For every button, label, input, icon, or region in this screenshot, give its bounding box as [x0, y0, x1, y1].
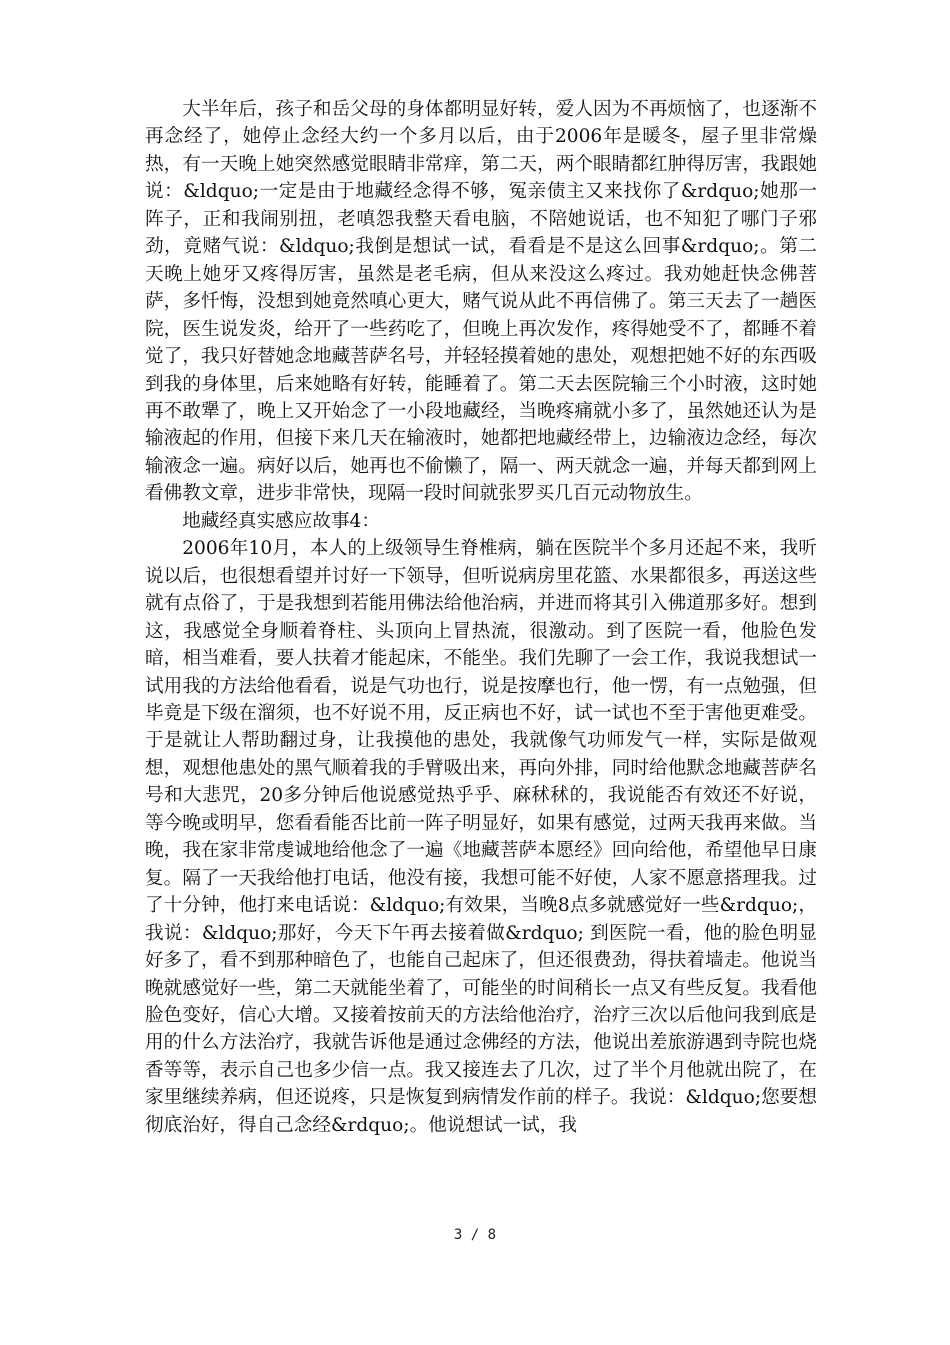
section-heading: 地藏经真实感应故事4： — [182, 510, 380, 532]
paragraph-2: 2006年10月，本人的上级领导生脊椎病，躺在医院半个多月还起不来，我听说以后，也很想看望并讨好一下领导，但听说病房里花篮、水果都很多，再送这些就有点俗了，于是我想到若能用佛法给他治病，并进而将其引入佛道那多好。想到这，我感觉全身顺着脊柱、头顶向上冒热流，很激动。到了医院一看，他脸色发暗，相当难看，要人扶着才能起床，不能坐。我们先聊了一会工作，我说我想试一试用我的方法给他看看，说是气功也行，说是按摩也行，他一愣，有一点勉强，但毕竟是下级在溜须，也不好说不用，反正病也不好，试一试也不至于害他更难受。于是就让人帮助翻过身，让我摸他的患处，我就像气功师发气一样，实际是做观想，观想他患处的黑气顺着我的手臂吸出来，再向外排，同时给他默念地藏菩萨名号和大悲咒，20多分钟后他说感觉热乎乎、麻秫秫的，我说能否有效还不好说，等今晚或明早，您看看能否比前一阵子明显好，如果有感觉，过两天我再来做。当晚，我在家非常虔诚地给他念了一遍《地藏菩萨本愿经》回向给他，希望他早日康复。隔了一天我给他打电话，他没有接，我想可能不好使，人家不愿意搭理我。过了十分钟，他打来电话说：&ldquo;有效果，当晚8点多就感觉好一些&rdquo;，我说：&ldquo;那好，今天下午再去接着做&rdquo; 到医院一看，他的脸色明显好多了，看不到那种暗色了，也能自己起床了，但还很费劲，得扶着墙走。他说当晚就感觉好一些，第二天就能坐着了，可能坐的时间稍长一点又有些反复。我看他脸色变好，信心大增。又接着按前天的方法给他治疗，治疗三次以后他问我到底是用的什么方法治疗，我就告诉他是通过念佛经的方法，他说出差旅游遇到寺院也烧香等等，表示自己也多少信一点。我又接连去了几次，过了半个月他就出院了，在家里继续养病，但还说疼，只是恢复到病情发作前的样子。我说：&ldquo;您要想彻底治好，得自己念经&rdquo;。他说想试一试，我 — [145, 538, 817, 1136]
document-body — [145, 96, 817, 1139]
paragraph-1: 大半年后，孩子和岳父母的身体都明显好转，爱人因为不再烦恼了，也逐渐不再念经了，她停止念经大约一个多月以后，由于2006年是暖冬，屋子里非常燥热，有一天晚上她突然感觉眼睛非常痒，第二天，两个眼睛都红肿得厉害，我跟她说：&ldquo;一定是由于地藏经念得不够，冤亲债主又来找你了&rdquo;她那一阵子，正和我闹别扭，老嗔怨我整天看电脑，不陪她说话，也不知犯了哪门子邪劲，竟赌气说：&ldquo;我倒是想试一试，看看是不是这么回事&rdquo;。第二天晚上她牙又疼得厉害，虽然是老毛病，但从来没这么疼过。我劝她赶快念佛菩萨，多忏悔，没想到她竟然嗔心更大，赌气说从此不再信佛了。第三天去了一趟医院，医生说发炎，给开了一些药吃了，但晚上再次发作，疼得她受不了，都睡不着觉了，我只好替她念地藏菩萨名号，并轻轻摸着她的患处，观想把她不好的东西吸到我的身体里，后来她略有好转，能睡着了。第二天去医院输三个小时液，这时她再不敢犟了，晚上又开始念了一小段地藏经，当晚疼痛就小多了，虽然她还认为是输液起的作用，但接下来几天在输液时，她都把地藏经带上，边输液边念经，每次输液念一遍。病好以后，她再也不偷懒了，隔一、两天就念一遍，并每天都到网上看佛教文章，进步非常快，现隔一段时间就张罗买几百元动物放生。 — [145, 99, 817, 505]
page-number: 3 / 8 — [453, 1227, 497, 1243]
